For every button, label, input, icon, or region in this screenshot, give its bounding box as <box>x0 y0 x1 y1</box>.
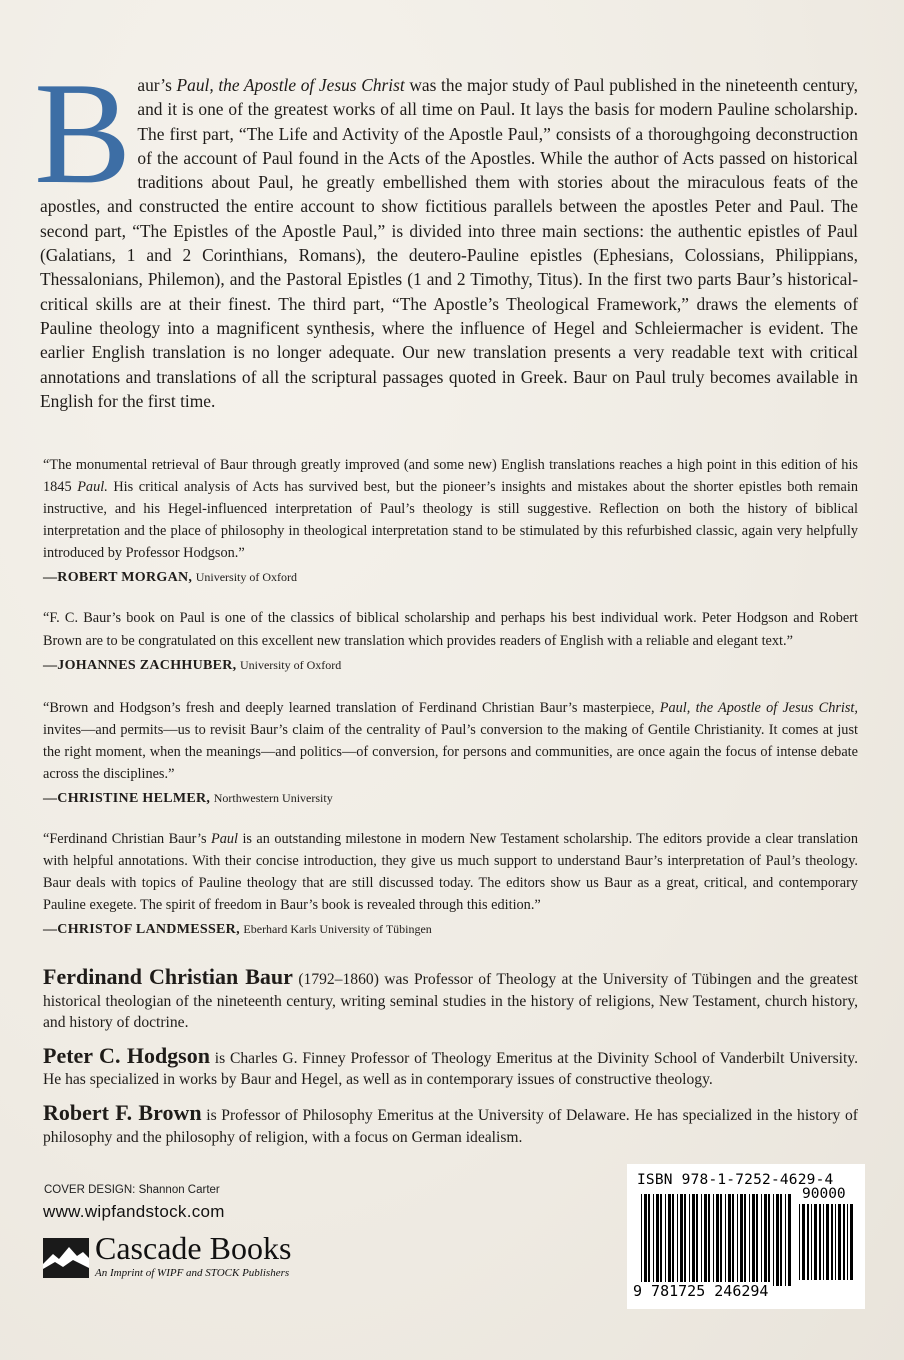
publisher-logo-block <box>43 1232 333 1282</box>
barcode-bar <box>713 1194 714 1286</box>
barcode-bar <box>737 1194 738 1286</box>
endorser-name: —ROBERT MORGAN, <box>43 570 193 586</box>
endorsement-quote: “Ferdinand Christian Baur’s Paul is an outstanding milestone in modern New Testament scholarship. The editors provide a clear translation with helpful annotations. With their concise introduction, they give us much support to understand Baur’s interpretation of Paul’s theology. Baur deals with topics of Pauline theology that are still discussed today. The editors show us Baur as a great, critical, and contemporary Pauline exegete. The spirit of freedom in Baur’s book is revealed through this edition.” <box>43 831 858 914</box>
author-name: Robert F. Brown <box>43 1099 202 1125</box>
endorsement-attribution <box>43 656 858 675</box>
barcode-bar <box>847 1204 848 1280</box>
isbn-barcode <box>627 1164 865 1309</box>
barcode-bar <box>660 1194 662 1286</box>
endorsement <box>43 828 858 939</box>
endorsement-attribution <box>43 789 858 808</box>
description-body: was the major study of Paul published in the nineteenth century, and it is one of the greatest works of all time on Paul. It lays the basis for modern Pauline scholarship. The first part, “The Life and Activity of the Apostle Paul,” consists of a thoroughgoing deconstruction of the account of Paul found in the Acts of the Apostles. While the author of Acts passed on historical traditions about Paul, he greatly embellished them with stories about the miraculous feats of the apostles, and constructed the entire account to show fictitious parallels between the apostles Peter and Paul. The second part, “The Epistles of the Apostle Paul,” is divided into three main sections: the authentic epistles of Paul (Galatians, 1 and 2 Corinthians, Romans), the deutero-Pauline epistles (Ephesians, Colossians, Philippians, Thessalonians, Philemon), and the Pastoral Epistles (1 and 2 Timothy, Titus). In the first two parts Baur’s historical-critical skills are at their finest. The third part, “The Apostle’s Theological Framework,” draws the elements of Pauline theology into a magnificent synthesis, where the influence of Hegel and Schleiermacher is evident. The earlier English translation is no longer adequate. Our new translation presents a very readable text with critical annotations and translations of all the scriptural passages quoted in Greek. Baur on Paul truly becomes available in English for the first time. <box>40 75 858 411</box>
author-bio-text: is Professor of Philosophy Emeritus at the University of Delaware. He has specialized in the history of philosophy and the philosophy of religion, with a focus on German idealism. <box>43 1106 858 1146</box>
barcode-bar <box>819 1204 821 1280</box>
barcode-bar <box>680 1194 683 1286</box>
endorsement-quote: “F. C. Baur’s book on Paul is one of the classics of biblical scholarship and perhaps his best individual work. Peter Hodgson and Robert Brown are to be congratulated on this excellent new translation which provides readers of English with a reliable and elegant text.” <box>43 610 858 649</box>
barcode-bar <box>716 1194 719 1286</box>
book-description <box>34 52 858 413</box>
price-code: 90000 <box>802 1186 846 1202</box>
publisher-website-link[interactable]: www.wipfandstock.com <box>43 1202 225 1221</box>
barcode-bar <box>668 1194 671 1286</box>
barcode-bar <box>761 1194 762 1286</box>
barcode-bar <box>653 1194 654 1286</box>
barcode-bar <box>696 1194 698 1286</box>
barcode-bar <box>744 1194 746 1286</box>
barcode-bar <box>665 1194 666 1286</box>
barcode-bar <box>811 1204 812 1280</box>
barcode-bar <box>850 1204 853 1280</box>
barcode-bar <box>641 1194 642 1286</box>
author-bio-text: (1792–1860) was Professor of Theology at the University of Tübingen and the greatest historical theologian of the nineteenth century, writing seminal studies in the history of religions, New Testament, church history, and history of doctrine. <box>43 971 858 1032</box>
endorsement <box>43 697 858 808</box>
endorsement-attribution <box>43 920 858 939</box>
author-bio <box>43 1042 858 1091</box>
barcode-bar <box>732 1194 734 1286</box>
barcode-bar <box>749 1194 750 1286</box>
barcode-bar <box>838 1204 841 1280</box>
barcode-bar <box>835 1204 836 1280</box>
barcode-bar <box>823 1204 824 1280</box>
barcode-bar <box>831 1204 833 1280</box>
barcode-bar <box>752 1194 755 1286</box>
barcode-bar <box>843 1204 845 1280</box>
author-name: Ferdinand Christian Baur <box>43 964 293 989</box>
description-book-title: Paul, the Apostle of Jesus Christ <box>176 75 405 95</box>
endorser-name: —CHRISTOF LANDMESSER, <box>43 922 240 938</box>
endorser-name: —CHRISTINE HELMER, <box>43 791 211 807</box>
author-name: Peter C. Hodgson <box>43 1042 210 1068</box>
barcode-bar <box>807 1204 809 1280</box>
barcode-bar <box>756 1194 758 1286</box>
description-lead: aur’s <box>137 75 177 95</box>
isbn-label: ISBN 978-1-7252-4629-4 <box>637 1172 834 1188</box>
endorsement <box>43 454 858 587</box>
endorsement-quote: “The monumental retrieval of Baur through greatly improved (and some new) English translations reaches a high point in this edition of his 1845 Paul. His critical analysis of Acts has survived best, but the pioneer’s insights and mistakes about the shorter epistles both remain instructive, and his Hegel-influenced interpretation of Paul’s theology is still suggestive. Reflection on both the history of biblical interpretation and the place of philosophy in theological interpretation stand to be stimulated by this refurbished classic, again very helpfully introduced by Professor Hodgson.” <box>43 457 859 562</box>
addon-barcode-bars <box>799 1204 855 1280</box>
publisher-name: Cascade Books <box>95 1230 292 1266</box>
barcode-bar <box>708 1194 710 1286</box>
barcode-bar <box>780 1194 782 1286</box>
endorsement-quote: “Brown and Hodgson’s fresh and deeply learned translation of Ferdinand Christian Baur’s masterpiece, Paul, the Apostle of Jesus Christ, invites—and permits—us to revisit Baur’s claim of the centrality of Paul’s conversion to the making of Gentile Christianity. It comes at just the right moment, when the meanings—and politics—of conversion, for persons and communities, are once again the focus of intense debate across the disciplines.” <box>43 699 858 782</box>
barcode-bar <box>740 1194 743 1286</box>
author-bio-text: is Charles G. Finney Professor of Theology Emeritus at the Divinity School of Vanderbilt University. He has specialized in works by Baur and Hegel, as well as in contemporary issues of constructive theology. <box>43 1049 858 1089</box>
barcode-bar <box>644 1194 647 1286</box>
endorser-name: —JOHANNES ZACHHUBER, <box>43 657 237 673</box>
barcode-bar <box>785 1194 786 1286</box>
barcode-bar <box>802 1204 805 1280</box>
endorsement <box>43 607 858 674</box>
barcode-bar <box>773 1194 774 1286</box>
ean-barcode-bars <box>641 1194 793 1286</box>
barcode-bar <box>692 1194 695 1286</box>
drop-cap: B <box>34 52 132 214</box>
author-bios <box>43 966 858 1159</box>
author-bio <box>43 966 858 1034</box>
mountain-logo-icon <box>43 1238 89 1278</box>
barcode-bar <box>677 1194 678 1286</box>
barcode-bar <box>648 1194 650 1286</box>
barcode-bar <box>728 1194 731 1286</box>
barcode-bar <box>768 1194 770 1286</box>
barcode-bar <box>704 1194 707 1286</box>
author-bio <box>43 1099 858 1148</box>
barcode-bar <box>701 1194 702 1286</box>
barcode-bar <box>788 1194 791 1286</box>
publisher-tagline: An Imprint of WIPF and STOCK Publishers <box>95 1267 290 1279</box>
endorser-affiliation: Northwestern University <box>213 791 333 806</box>
endorsement-attribution <box>43 568 858 587</box>
endorser-affiliation: University of Oxford <box>195 570 298 585</box>
barcode-bar <box>764 1194 767 1286</box>
ean-digits: 9 781725 246294 <box>633 1282 769 1300</box>
barcode-bar <box>672 1194 674 1286</box>
barcode-bar <box>776 1194 779 1286</box>
barcode-bar <box>656 1194 659 1286</box>
barcode-bar <box>799 1204 800 1280</box>
cover-design-credit: COVER DESIGN: Shannon Carter <box>44 1184 220 1196</box>
barcode-bar <box>826 1204 829 1280</box>
barcode-bar <box>684 1194 686 1286</box>
endorser-affiliation: University of Oxford <box>239 657 342 672</box>
endorser-affiliation: Eberhard Karls University of Tübingen <box>243 922 432 937</box>
barcode-bar <box>689 1194 690 1286</box>
barcode-bar <box>725 1194 726 1286</box>
barcode-bar <box>720 1194 722 1286</box>
barcode-bar <box>814 1204 817 1280</box>
endorsements <box>43 454 858 959</box>
